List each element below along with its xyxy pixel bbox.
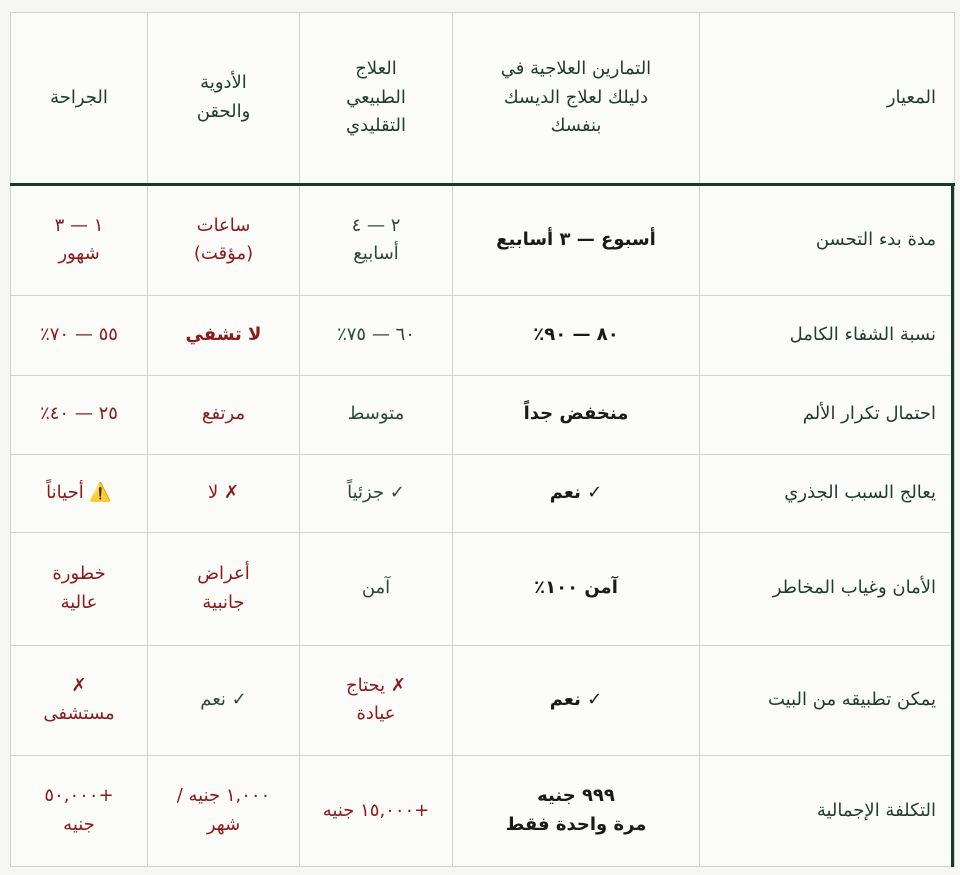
exercises-cell: ٩٩٩ جنيه مرة واحدة فقط: [453, 756, 700, 867]
exercises-cell: منخفض جداً: [453, 376, 700, 454]
comparison-table-container: [10, 12, 954, 867]
table-row: [11, 645, 955, 756]
header-physio: العلاج الطبيعي التقليدي: [300, 13, 453, 185]
surgery-cell: ⚠️ أحياناً: [11, 454, 148, 532]
criterion-cell: مدة بدء التحسن: [700, 185, 955, 296]
physio-cell: ٦٠ — ٧٥٪: [300, 295, 453, 375]
criterion-cell: التكلفة الإجمالية: [700, 756, 955, 867]
physio-cell: ٢ — ٤ أسابيع: [300, 185, 453, 296]
exercises-cell: ✓ نعم: [453, 454, 700, 532]
meds-cell: ✗ لا: [148, 454, 300, 532]
header-exercises: التمارين العلاجية في دليلك لعلاج الديسك بنفسك: [453, 13, 700, 185]
table-row: [11, 185, 955, 296]
physio-cell: آمن: [300, 533, 453, 646]
table-row: [11, 376, 955, 454]
criterion-cell: يعالج السبب الجذري: [700, 454, 955, 532]
meds-cell: ١,٠٠٠ جنيه / شهر: [148, 756, 300, 867]
criterion-cell: الأمان وغياب المخاطر: [700, 533, 955, 646]
exercises-cell: ٨٠ — ٩٠٪: [453, 295, 700, 375]
header-surgery: الجراحة: [11, 13, 148, 185]
meds-cell: أعراض جانبية: [148, 533, 300, 646]
physio-cell: متوسط: [300, 376, 453, 454]
header-row: [11, 13, 955, 185]
meds-cell: مرتفع: [148, 376, 300, 454]
header-meds: الأدوية والحقن: [148, 13, 300, 185]
criterion-cell: نسبة الشفاء الكامل: [700, 295, 955, 375]
table-row: [11, 295, 955, 375]
meds-cell: لا تشفي: [148, 295, 300, 375]
physio-cell: ✗ يحتاج عيادة: [300, 645, 453, 756]
table-row: [11, 454, 955, 532]
surgery-cell: خطورة عالية: [11, 533, 148, 646]
table-row: [11, 533, 955, 646]
surgery-cell: ٥٥ — ٧٠٪: [11, 295, 148, 375]
criterion-cell: احتمال تكرار الألم: [700, 376, 955, 454]
physio-cell: ✓ جزئياً: [300, 454, 453, 532]
meds-cell: ✓ نعم: [148, 645, 300, 756]
physio-cell: +١٥,٠٠٠ جنيه: [300, 756, 453, 867]
exercises-cell: آمن ١٠٠٪: [453, 533, 700, 646]
table-right-border: [951, 184, 954, 867]
exercises-cell: أسبوع — ٣ أسابيع: [453, 185, 700, 296]
table-row: [11, 756, 955, 867]
surgery-cell: ✗ مستشفى: [11, 645, 148, 756]
comparison-table: [10, 12, 955, 867]
surgery-cell: ١ — ٣ شهور: [11, 185, 148, 296]
header-criterion: المعيار: [700, 13, 955, 185]
meds-cell: ساعات (مؤقت): [148, 185, 300, 296]
surgery-cell: +٥٠,٠٠٠ جنيه: [11, 756, 148, 867]
surgery-cell: ٢٥ — ٤٠٪: [11, 376, 148, 454]
exercises-cell: ✓ نعم: [453, 645, 700, 756]
criterion-cell: يمكن تطبيقه من البيت: [700, 645, 955, 756]
